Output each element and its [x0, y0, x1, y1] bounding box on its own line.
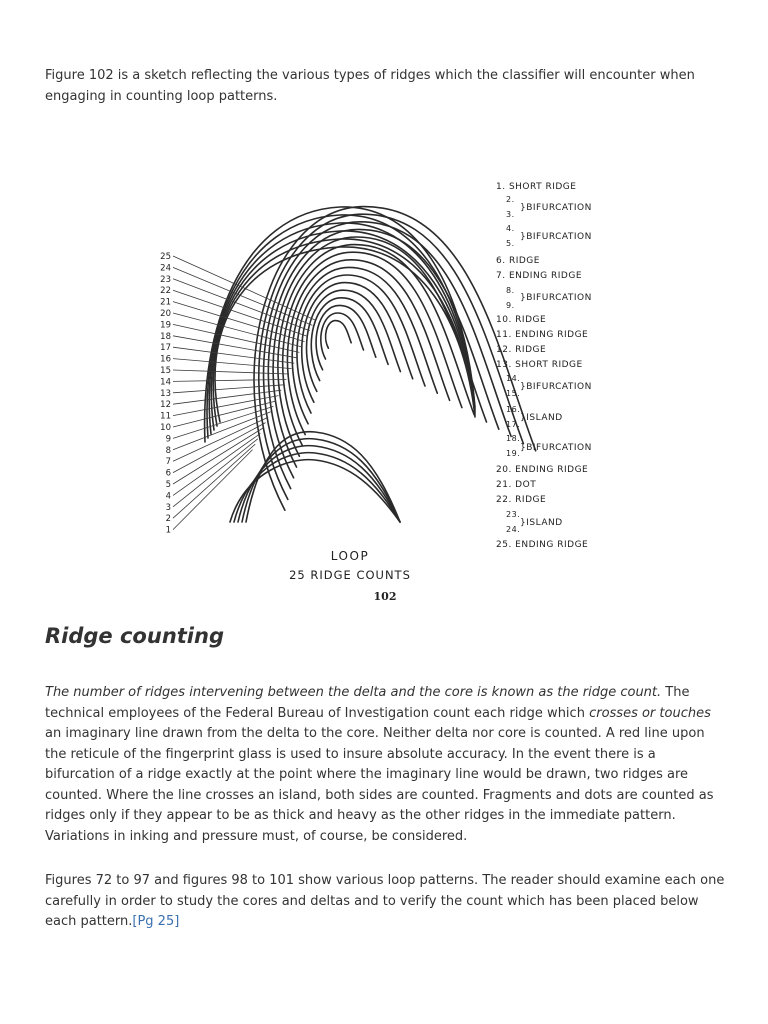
ridge-legend: [496, 182, 592, 550]
ridge-line: [321, 313, 364, 359]
left-number: 15: [160, 366, 171, 376]
legend-entry: 22. RIDGE: [496, 495, 547, 505]
legend-entry: 4.: [506, 224, 515, 233]
outer-ridge-line: [207, 215, 475, 438]
caption-ridge-counts: 25 RIDGE COUNTS: [289, 568, 411, 582]
left-number: 2: [165, 514, 171, 525]
delta-ridge-line: [238, 446, 400, 522]
definition-italic: The number of ridges intervening between the delta and the core is known as the ridge count.: [45, 685, 662, 700]
left-number: 23: [160, 274, 171, 285]
loop-patterns-paragraph: [45, 871, 725, 933]
left-number: 20: [160, 309, 171, 319]
left-number: 6: [165, 468, 171, 479]
legend-entry: 25. ENDING RIDGE: [496, 540, 589, 550]
para2-text: Figures 72 to 97 and figures 98 to 101 show various loop patterns. The reader should examine each one carefully in order to study the cores and deltas and to verify the count which has been placed below each pattern.: [45, 873, 725, 929]
crosses-touches-italic: crosses or touches: [589, 705, 711, 721]
leader-line: [173, 313, 302, 347]
fingerprint-diagram: [150, 172, 620, 612]
delta-ridge-line: [234, 453, 400, 522]
legend-entry: 18.: [506, 434, 521, 443]
leader-lines: [173, 256, 315, 530]
left-number: 22: [160, 286, 171, 297]
legend-entry: }BIFURCATION: [520, 382, 592, 392]
legend-entry: 10. RIDGE: [496, 315, 547, 325]
left-number: 9: [165, 434, 171, 445]
legend-entry: 9.: [506, 301, 515, 310]
legend-entry: }BIFURCATION: [520, 293, 592, 303]
leader-line: [173, 396, 279, 416]
left-number: 3: [165, 502, 171, 513]
left-number: 19: [160, 320, 171, 331]
ridge-counting-paragraph: [45, 683, 725, 847]
ridge-line: [302, 283, 413, 403]
left-number: 21: [160, 297, 171, 308]
left-number: 7: [165, 457, 171, 468]
ridge-lines: [205, 207, 536, 522]
intro-paragraph: Figure 102 is a sketch reflecting the various types of ridges which the classifier will encounter when engaging in counting loop patterns.: [45, 68, 695, 104]
section-heading: Ridge counting: [45, 624, 224, 648]
outer-ridge-line: [209, 223, 475, 434]
left-number: 24: [160, 263, 171, 274]
legend-entry: 2.: [506, 195, 515, 204]
legend-entry: 6. RIDGE: [496, 256, 540, 266]
delta-ridge-line: [246, 432, 400, 522]
left-number: 25: [160, 252, 171, 262]
legend-entry: 24.: [506, 525, 521, 534]
legend-entry: 16.: [506, 405, 521, 414]
legend-entry: }ISLAND: [520, 413, 563, 423]
left-number: 13: [160, 388, 171, 399]
leader-line: [173, 428, 263, 484]
para1-text-a: The technical employees of the Federal Bureau of Investigation count each ridge which: [45, 685, 690, 721]
legend-entry: 20. ENDING RIDGE: [496, 465, 589, 475]
left-number: 11: [160, 411, 171, 422]
legend-entry: 7. ENDING RIDGE: [496, 271, 583, 281]
legend-entry: 17.: [506, 420, 521, 429]
legend-entry: 3.: [506, 210, 515, 219]
leader-line: [173, 370, 289, 374]
legend-entry: 19.: [506, 449, 521, 458]
left-number: 16: [160, 354, 171, 365]
legend-entry: 1. SHORT RIDGE: [496, 182, 577, 192]
leader-line: [173, 439, 258, 507]
leader-line: [173, 290, 307, 336]
legend-entry: 12. RIDGE: [496, 345, 547, 355]
leader-line: [173, 450, 253, 530]
left-number: 17: [160, 343, 171, 354]
legend-entry: 11. ENDING RIDGE: [496, 330, 589, 340]
legend-entry: }BIFURCATION: [520, 443, 592, 453]
leader-line: [173, 412, 271, 450]
left-number: 4: [165, 491, 171, 502]
figure-number: 102: [373, 590, 397, 603]
figure-102: [150, 172, 620, 612]
left-number: 1: [165, 525, 171, 536]
leader-line: [173, 347, 294, 363]
para1-text-b: an imaginary line drawn from the delta to the core. Neither delta nor core is counted. A red line upon the reticule of the fingerprint glass is used to insure absolute accuracy. In the event there is a bifurcation of a ridge exactly at the point where the imaginary line would be drawn, two ridges are counted. Where the line crosses an island, both sides are counted. Fragments and dots are counted as ridges only if they appear to be as thick and heavy as the other ridges in the immediate pattern. Variations in inking and pressure must, of course, be considered.: [45, 726, 714, 844]
left-number: 14: [160, 377, 171, 388]
legend-entry: 21. DOT: [496, 480, 537, 490]
page-25-link[interactable]: [Pg 25]: [132, 914, 180, 929]
delta-ridge-line: [230, 460, 400, 522]
legend-entry: }BIFURCATION: [520, 232, 592, 242]
legend-entry: 23.: [506, 510, 521, 519]
legend-entry: 15.: [506, 389, 521, 398]
left-number: 8: [165, 445, 171, 456]
legend-entry: 14.: [506, 374, 521, 383]
left-number: 12: [160, 400, 171, 411]
legend-entry: 8.: [506, 286, 515, 295]
leader-line: [173, 379, 286, 381]
legend-entry: 5.: [506, 239, 515, 248]
legend-entry: 13. SHORT RIDGE: [496, 360, 583, 370]
caption-loop: LOOP: [330, 549, 370, 563]
leader-line: [173, 385, 284, 393]
left-number: 18: [160, 331, 171, 342]
left-number: 10: [160, 423, 171, 433]
left-number-column: [160, 252, 171, 536]
left-number: 5: [165, 480, 171, 490]
legend-entry: }ISLAND: [520, 518, 563, 528]
delta-ridge-line: [242, 439, 400, 522]
outer-ridge-line: [205, 207, 475, 442]
legend-entry: }BIFURCATION: [520, 203, 592, 213]
ridge-line: [326, 321, 352, 349]
